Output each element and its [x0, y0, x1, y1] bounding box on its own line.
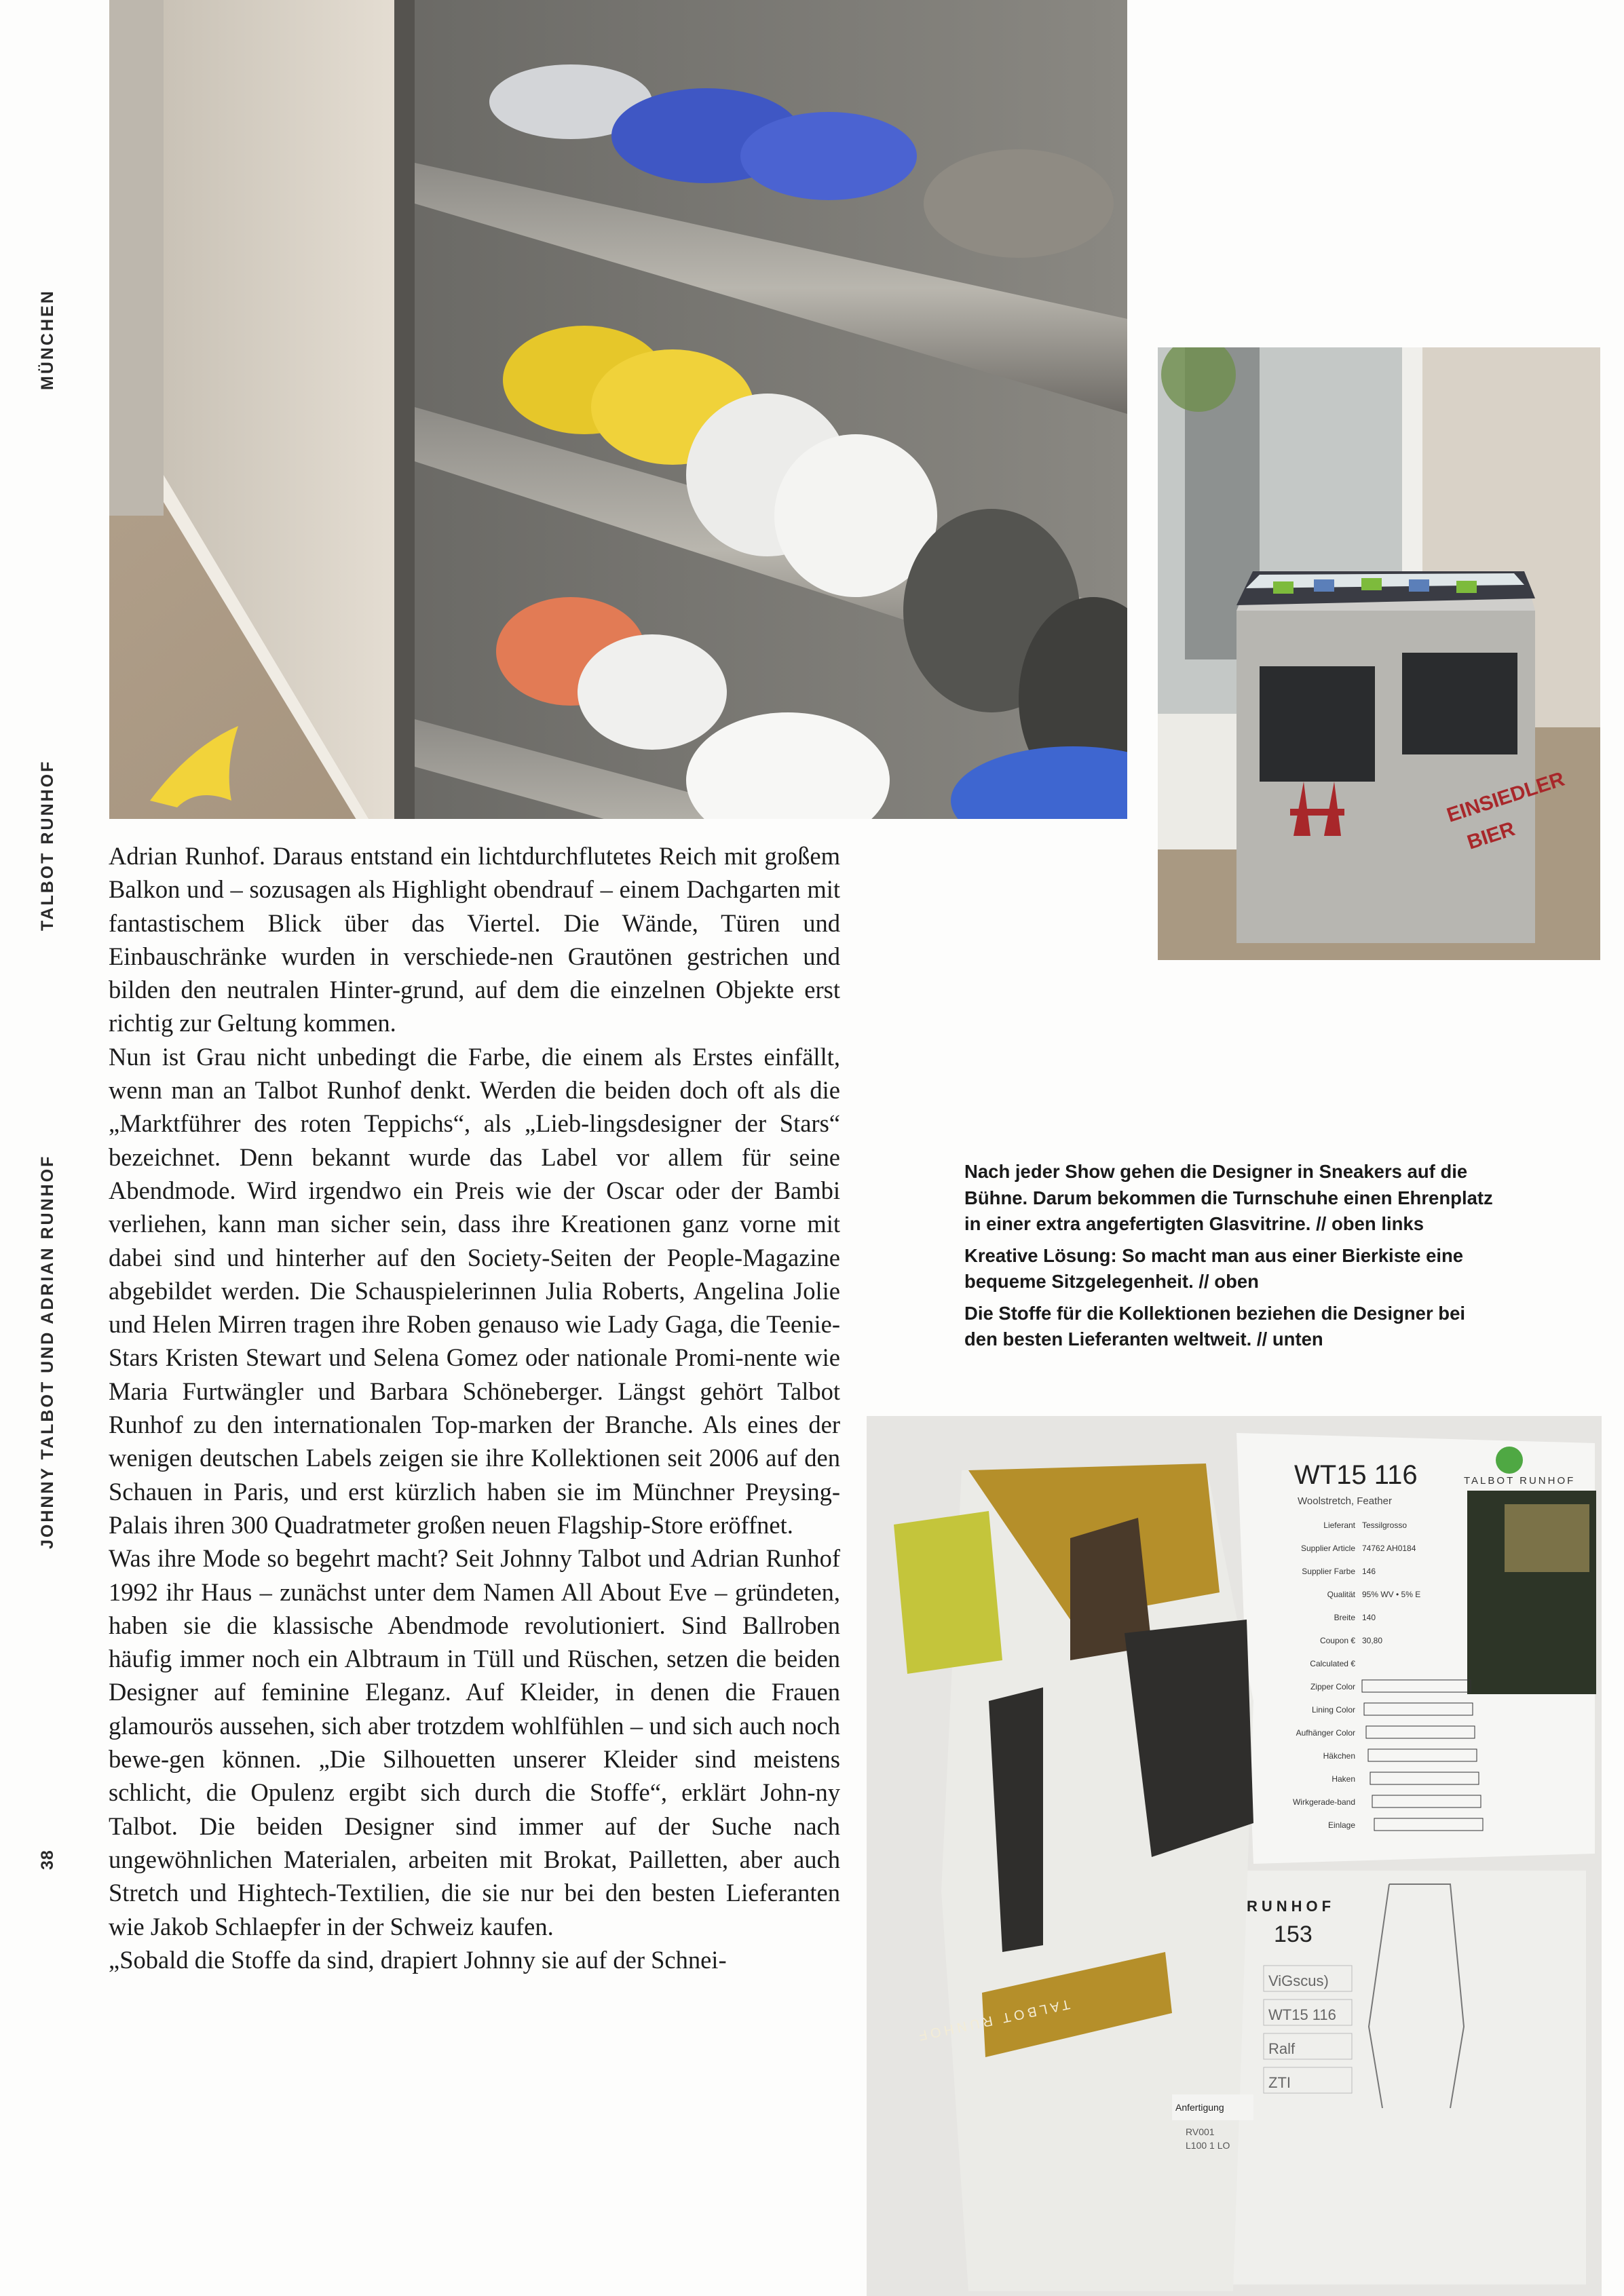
card-field-label: Coupon €	[1319, 1636, 1355, 1645]
card-field-label: Aufhänger Color	[1296, 1728, 1355, 1738]
card-field-label: Lining Color	[1311, 1705, 1355, 1715]
card-subtitle: Woolstretch, Feather	[1298, 1495, 1392, 1507]
card-field-value: 140	[1362, 1613, 1376, 1622]
card-field-label: Lieferant	[1323, 1520, 1355, 1530]
article-paragraph: Adrian Runhof. Daraus entstand ein lichtdurchflutetes Reich mit großem Balkon und – sozusagen als Highlight obendrauf – einem Dachgarten mit fantastischem Blick über das Viertel. Die Wände, Türen und Einbauschränke wurden in verschiede-nen Grautönen gestrichen und bilden den neutralen Hinter-grund, auf dem die einzelnen Objekte erst richtig zur Geltung kommen.	[109, 842, 840, 1037]
sheet-handwritten-value: WT15 116	[1268, 2006, 1336, 2023]
photo-captions	[964, 1159, 1494, 1358]
running-head-brand: TALBOT RUNHOF	[38, 759, 57, 931]
card-field-label: Einlage	[1327, 1820, 1355, 1830]
card-field-label: Breite	[1334, 1613, 1355, 1622]
scarf-label: TALBOT RUNHOF	[913, 1996, 1072, 2044]
card-field-label: Supplier Article	[1300, 1544, 1355, 1553]
running-head-city: MÜNCHEN	[38, 289, 57, 390]
article-paragraph: „Sobald die Stoffe da sind, drapiert Johnny sie auf der Schnei-	[109, 1945, 727, 1974]
sheet-handwritten-value: ViGscus)	[1268, 1972, 1329, 1989]
card-field-label: Wirkgerade-band	[1292, 1797, 1355, 1807]
fabric-swatch-illustration	[867, 1416, 1602, 2296]
sheet-note: L100 1 LO	[1186, 2140, 1230, 2151]
article-body	[109, 839, 840, 1976]
card-code: WT15 116	[1294, 1460, 1418, 1490]
crate-brand-line1: EINSIEDLER	[1443, 767, 1568, 827]
card-field-value: 95% WV • 5% E	[1362, 1590, 1421, 1599]
sneaker-cabinet-illustration	[109, 0, 1127, 819]
card-field-label: Zipper Color	[1310, 1682, 1355, 1691]
sheet-note: RV001	[1186, 2126, 1215, 2137]
card-field-value: Tessilgrosso	[1362, 1520, 1408, 1530]
card-field-label: Haken	[1332, 1774, 1355, 1784]
sheet-handwritten-value: ZTI	[1268, 2074, 1291, 2091]
caption-sneakers: Nach jeder Show gehen die Designer in Sneakers auf die Bühne. Darum bekommen die Turnschuhe einen Ehrenplatz in einer extra angefertigten Glasvitrine. // oben links	[964, 1161, 1493, 1234]
sheet-handwritten-value: Ralf	[1268, 2040, 1296, 2057]
card-field-value: 74762 AH0184	[1362, 1544, 1416, 1553]
article-paragraph: Was ihre Mode so begehrt macht? Seit Johnny Talbot und Adrian Runhof 1992 ihr Haus – zunächst unter dem Namen All About Eve – gründeten, haben sie die klassische Abendmode revolutioniert. Sind Ballroben häufig immer noch ein Albtraum in Tüll und Rüschen, setzen die beiden Designer auf feminine Eleganz. Auf Kleider, in denen die Frauen glamourös aussehen, sich aber trotzdem wohlfühlen – und sich auch noch bewe-gen können. „Die Silhouetten unserer Kleider sind meistens schlicht, die Opulenz ergibt sich durch die Stoffe“, erklärt John-ny Talbot. Die beiden Designer sind immer auf der Suche nach ungewöhnlichen Materialen, arbeiten mit Brokat, Pailletten, aber auch Stretch und Hightech-Textilien, die sie nur bei den besten Lieferanten wie Jakob Schlaepfer in der Schweiz kaufen.	[109, 1544, 840, 1940]
caption-fabrics: Die Stoffe für die Kollektionen beziehen die Designer bei den besten Lieferanten weltweit. // unten	[964, 1302, 1466, 1350]
article-paragraph: Nun ist Grau nicht unbedingt die Farbe, die einem als Erstes einfällt, wenn man an Talbot Runhof denkt. Werden die beiden doch oft als die „Marktführer des roten Teppichs“, als „Lieb-lingsdesigner der Stars“ bezeichnet. Denn bekannt wurde das Label vor allem für seine Abendmode. Wird irgendwo ein Preis wie der Oscar oder der Bambi verliehen, kann man sicher sein, dass ihre Kreationen ganz vorne mit dabei sind und hinterher auf den Society-Seiten der People-Magazine abgebildet werden. Die Schauspielerinnen Julia Roberts, Angelina Jolie und Helen Mirren tragen ihre Roben genauso wie Lady Gaga, die Teenie-Stars Kristen Stewart und Selena Gomez oder nationale Promi-nente wie Maria Furtwängler und Barbara Schöneberger. Längst gehört Talbot Runhof zu den internationalen Top-marken der Branche. Als eines der wenigen deutschen Labels zeigen sie ihre Kollektionen seit 2006 auf den Schauen in Paris, und erst kürzlich haben sie im Münchner Preysing-Palais ihren 300 Quadratmeter großen neuen Flagship-Store eröffnet.	[109, 1042, 840, 1539]
photo-beer-crate-stool	[1158, 347, 1600, 960]
page-number: 38	[38, 1850, 57, 1870]
card-field-label: Qualität	[1327, 1590, 1355, 1599]
card-field-value: 30,80	[1362, 1636, 1383, 1645]
olive-swatch	[1505, 1504, 1589, 1572]
card-field-value: 146	[1362, 1567, 1376, 1576]
caption-crate: Kreative Lösung: So macht man aus einer Bierkiste eine bequeme Sitzgelegenheit. // oben	[964, 1244, 1464, 1292]
card-brand: TALBOT RUNHOF	[1464, 1475, 1576, 1487]
card-field-label: Supplier Farbe	[1302, 1567, 1355, 1576]
photo-sneaker-cabinet	[109, 0, 1127, 819]
running-head-names: JOHNNY TALBOT UND ADRIAN RUNHOF	[38, 1154, 57, 1549]
card-field-label: Calculated €	[1310, 1659, 1355, 1668]
sheet-label: Anfertigung	[1175, 2102, 1224, 2113]
crate-brand-line2: BIER	[1464, 818, 1518, 854]
sheet-brand: RUNHOF	[1247, 1898, 1336, 1915]
photo-fabric-swatches	[867, 1416, 1602, 2296]
beer-crate-illustration	[1158, 347, 1600, 960]
sheet-number: 153	[1274, 1921, 1313, 1947]
green-sticker	[1496, 1447, 1523, 1474]
card-field-label: Häkchen	[1323, 1751, 1355, 1761]
